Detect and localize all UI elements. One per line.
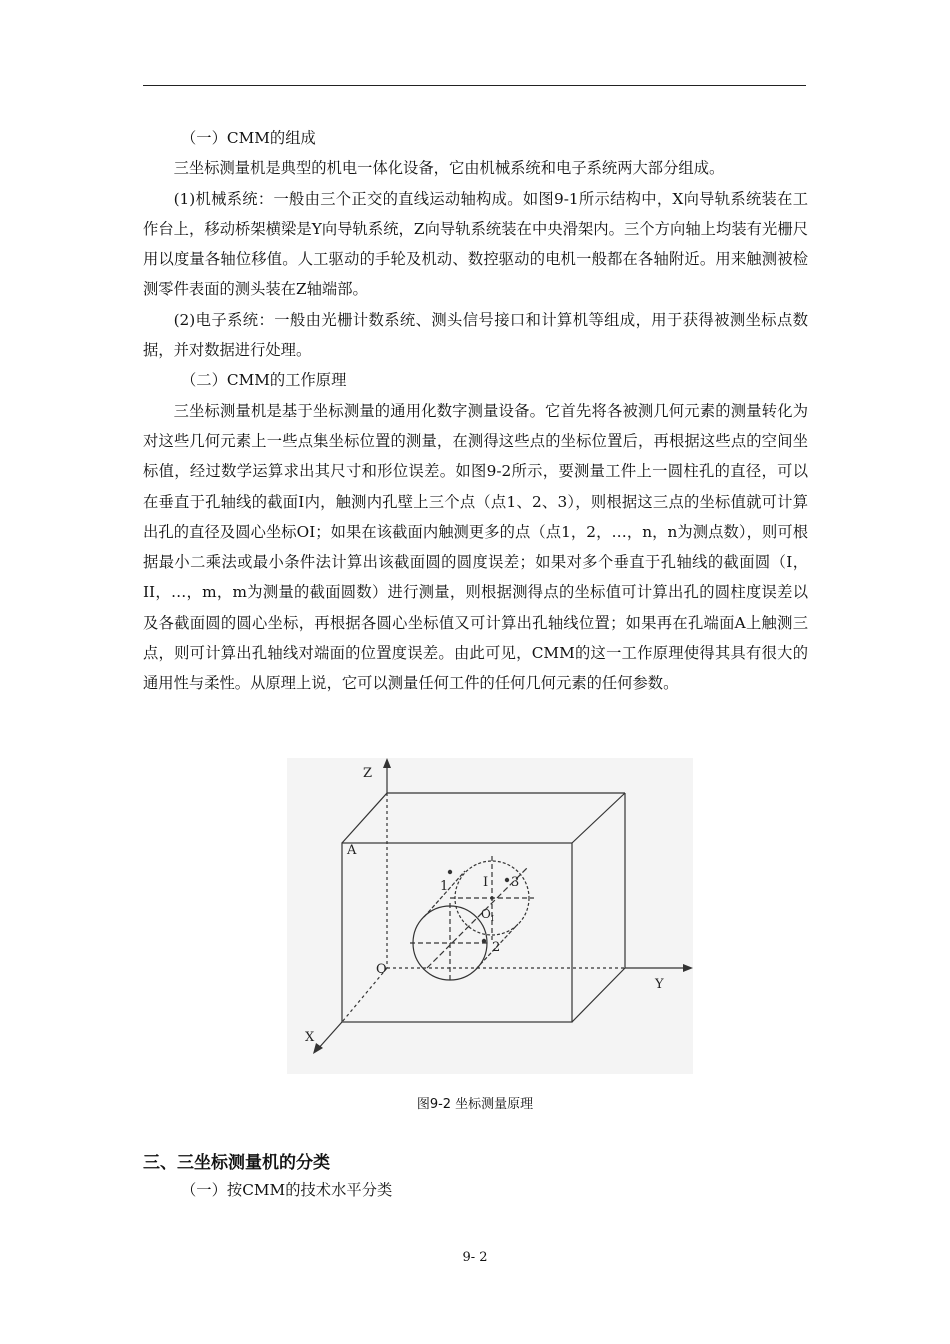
label-o: O — [376, 962, 387, 977]
label-point-2: 2 — [492, 940, 501, 955]
label-section-I: I — [483, 875, 489, 890]
subheading: （一）按CMM的技术水平分类 — [181, 1181, 393, 1199]
label-point-1: 1 — [440, 879, 449, 894]
label-center-letter: O — [481, 907, 491, 921]
figure-caption: 图9-2 坐标测量原理 — [416, 1097, 534, 1112]
paragraph: (1)机械系统：一般由三个正交的直线运动轴构成。如图9-1所示结构中，X向导轨系统装在工作台上，移动桥架横梁是Y向导轨系统，Z向导轨系统装在中央滑架内。三个方向轴上均装有光栅尺用以度量各轴位移值。人工驱动的手轮及机动、数控驱动的电机一般都在各轴附近。用来触测被检测零件表面的测头装在Z轴端部。 — [143, 189, 808, 299]
point-3 — [505, 878, 509, 882]
figure-9-2 — [287, 758, 693, 1074]
paragraph: 三坐标测量机是基于坐标测量的通用化数字测量设备。它首先将各被测几何元素的测量转化为对这些几何元素上一些点集坐标位置的测量，在测得这些点的坐标位置后，再根据这些点的空间坐标值，经过数学运算求出其尺寸和形位误差。如图9-2所示，要测量工件上一圆柱孔的直径，可以在垂直于孔轴线的截面I内，触测内孔壁上三个点（点1、2、3），则根据这三点的坐标值就可计算出孔的直径及圆心坐标OI；如果在该截面内触测更多的点（点1，2，…，n，n为测点数），则可根据最小二乘法或最小条件法计算出该截面圆的圆度误差；如果对多个垂直于孔轴线的截面圆（I，II，…，m，m为测量的截面圆数）进行测量，则根据测得点的坐标值可计算出孔的圆柱度误差以及各截面圆的圆心坐标，再根据各圆心坐标值又可计算出孔轴线位置；如果再在孔端面A上触测三点，则可计算出孔轴线对端面的位置度误差。由此可见，CMM的这一工作原理使得其具有很大的通用性与柔性。从原理上说，它可以测量任何工件的任何几何元素的任何参数。 — [143, 401, 808, 693]
label-a: A — [347, 843, 357, 858]
subheading: （一）CMM的组成 — [181, 129, 316, 147]
label-z: Z — [363, 766, 373, 781]
body-text-top — [143, 123, 808, 699]
label-y: Y — [655, 977, 664, 992]
section-heading: 三、三坐标测量机的分类 — [143, 1153, 330, 1173]
cmm-principle-diagram — [287, 758, 693, 1074]
label-x: X — [305, 1030, 315, 1045]
page-number: 9- 2 — [462, 1250, 488, 1265]
subheading: （二）CMM的工作原理 — [181, 371, 347, 390]
label-center-subscript: I — [490, 914, 495, 923]
header-rule — [143, 85, 806, 86]
paragraph: 三坐标测量机是典型的机电一体化设备，它由机械系统和电子系统两大部分组成。 — [173, 159, 725, 178]
point-2 — [482, 939, 486, 943]
point-1 — [448, 870, 452, 874]
center-OI — [490, 896, 494, 900]
body-text-bottom — [143, 1175, 808, 1205]
label-point-3: 3 — [511, 875, 520, 890]
paragraph: (2)电子系统：一般由光栅计数系统、测头信号接口和计算机等组成，用于获得被测坐标点数据，并对数据进行处理。 — [143, 310, 808, 360]
